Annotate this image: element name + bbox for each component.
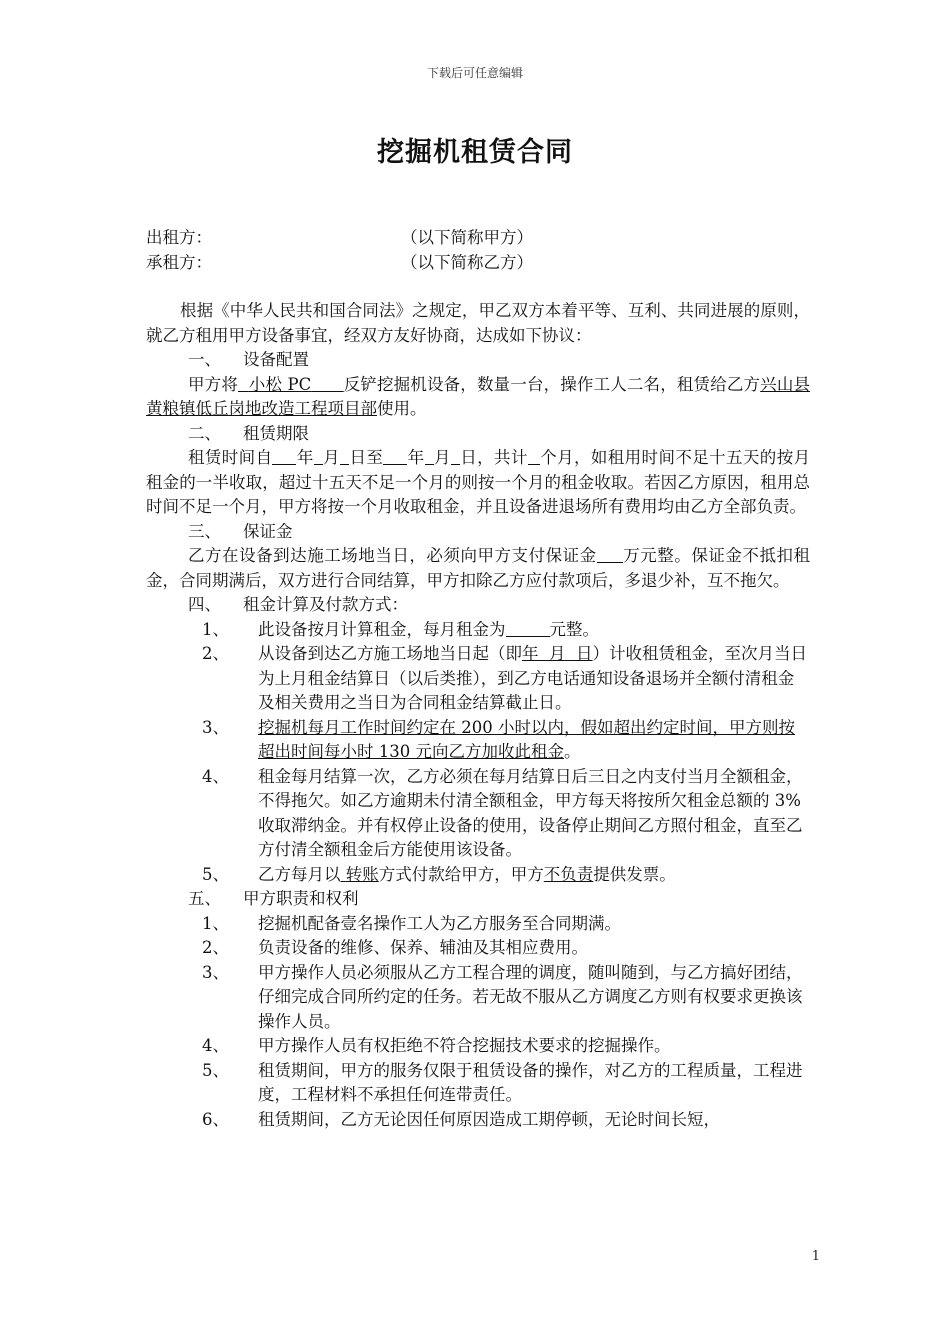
document-title: 挖掘机租赁合同: [377, 137, 573, 168]
blank-field: [272, 447, 296, 465]
text-run: 月: [322, 448, 341, 467]
blank-field: [340, 447, 349, 465]
text-run: 从设备到达乙方施工场地当日起（即: [258, 644, 522, 663]
contract-body: [146, 226, 810, 1132]
list-item: [146, 936, 810, 961]
section-1-paragraph: [146, 373, 810, 422]
list-item: [146, 765, 810, 863]
party-lessor: [146, 226, 810, 251]
item-number: 1、: [202, 913, 229, 933]
page-number: 1: [811, 1249, 820, 1264]
section-title: 保证金: [243, 521, 293, 541]
section-title: 租赁期限: [243, 423, 309, 443]
intro-paragraph: 根据《中华人民共和国合同法》之规定，甲乙双方本着平等、互利、共同进展的原则，就乙方租用甲方设备事宜，经双方友好协商，达成如下协议：: [146, 301, 810, 345]
item-number: 3、: [202, 962, 229, 982]
parties-block: [146, 226, 810, 275]
payment-method-value: 转账: [345, 864, 379, 884]
list-item: [146, 863, 810, 888]
section-number: 三、: [188, 521, 221, 541]
text-run: 甲方操作人员有权拒绝不符合挖掘技术要求的挖掘操作。: [258, 1036, 671, 1055]
party-label: 承租方：: [146, 252, 212, 272]
section-title: 租金计算及付款方式：: [243, 595, 408, 614]
blank-field: [451, 447, 460, 465]
text-run: 提供发票。: [593, 864, 676, 884]
party-note: （以下简称乙方）: [401, 252, 533, 272]
blank-field: [314, 447, 323, 465]
list-item: [146, 642, 810, 716]
item-number: 1、: [202, 619, 229, 639]
section-heading: [146, 593, 810, 618]
text-run: 个月，如租用时间不足十五天的按月租金的一半收取，超过十五天不足一个月的则按一个月的租金收取。若因乙方原因，租用总时间不足一个月，甲方将按一个月收取租金，并且设备进退场所有费用均由乙方全部负责。: [146, 448, 811, 516]
section-number: 一、: [188, 350, 221, 369]
party-lessee: [146, 251, 810, 276]
text-run: ）计收租赁租金，至次月当日为上月租金结算日（以后类推），到乙方电话通知设备退场并全额付清租金及相关费用之当日为合同租金结算截止日。: [258, 644, 807, 712]
item-number: 5、: [202, 1060, 229, 1080]
item-number: 4、: [202, 766, 229, 786]
text-run: 日，共计: [459, 448, 528, 467]
text-run: 租赁期间，甲方的服务仅限于租赁设备的操作，对乙方的工程质量，工程进度，工程材料不承担任何连带责任。: [258, 1060, 803, 1104]
text-run: 负责设备的维修、保养、辅油及其相应费用。: [258, 938, 588, 957]
party-note: （以下简称甲方）: [401, 228, 533, 247]
list-item: [146, 912, 810, 937]
list-item: [146, 618, 810, 643]
blank-field: [528, 447, 540, 465]
text-run: 租赁期间，乙方无论因任何原因造成工期停顿，无论时间长短，: [258, 1109, 720, 1129]
blank-field: [383, 447, 407, 465]
text-run: 反铲挖掘机设备，数量一台，操作工人二名，租赁给乙方: [343, 374, 761, 394]
list-item: [146, 961, 810, 1035]
text-run: 乙方每月以: [258, 864, 341, 884]
project-name: 兴山县黄粮镇低丘岗地改造工程项目部: [146, 374, 810, 418]
section-number: 四、: [188, 595, 221, 614]
list-item: [146, 1059, 810, 1108]
item-number: 4、: [202, 1036, 229, 1055]
blank-field: [597, 545, 623, 563]
text-run: 此设备按月计算租金，每月租金为: [258, 619, 506, 639]
item-number: 3、: [202, 717, 229, 737]
text-run: 日至: [349, 448, 384, 467]
list-item: [146, 1108, 810, 1133]
section-title: 甲方职责和权利: [243, 889, 359, 908]
invoice-responsibility: 不负责: [543, 864, 594, 884]
item-number: 6、: [202, 1109, 229, 1129]
text-run: 挖掘机配备壹名操作工人为乙方服务至合同期满。: [258, 913, 621, 933]
text-run: 万元整。保证金不抵扣租金，合同期满后，双方进行合同结算，甲方扣除乙方应付款项后，多退少补，互不拖欠。: [146, 546, 811, 590]
section-number: 二、: [188, 423, 221, 443]
text-run: 甲方操作人员必须服从乙方工程合理的调度，随叫随到，与乙方搞好团结，仔细完成合同所约定的任务。若无故不服从乙方调度乙方则有权要求更换该操作人员。: [258, 962, 803, 1031]
blank-field: [425, 447, 434, 465]
item-number: 2、: [202, 938, 229, 957]
list-item: [146, 716, 810, 765]
section-2-paragraph: [146, 446, 810, 520]
section-number: 五、: [188, 889, 221, 908]
section-heading: [146, 887, 810, 912]
equipment-model: [238, 375, 344, 394]
text-run: 。: [563, 742, 581, 761]
text-run: 租金每月结算一次，乙方必须在每月结算日后三日之内支付当月全额租金，不得拖欠。如乙方逾期未付清全额租金，甲方每天将按所欠租金总额的 3%收取滞纳金。并有权停止设备的使用，设备停止期间乙方照付租金，直至乙方付清全额租金后方能使用该设备。: [258, 766, 803, 859]
section-3-paragraph: [146, 544, 810, 593]
text-run: 方式付款给甲方，甲方: [378, 864, 544, 884]
working-hours-clause: 挖掘机每月工作时间约定在 200 小时以内，假如超出约定时间，甲方则按超出时间每小时 130 元向乙方加收此租金: [258, 717, 795, 761]
section-heading: [146, 348, 810, 373]
text-run: 元整。: [549, 619, 599, 639]
text-run: 租赁时间自: [188, 448, 273, 467]
payment-method: [341, 865, 379, 884]
section-heading: [146, 520, 810, 545]
text-run: 乙方在设备到达施工场地当日，必须向甲方支付保证金: [188, 546, 597, 565]
item-number: 5、: [202, 864, 229, 884]
list-item: [146, 1034, 810, 1059]
text-run: 年: [407, 448, 425, 467]
section-heading: [146, 422, 810, 447]
party-label: 出租方：: [146, 228, 212, 247]
section-title: 设备配置: [243, 350, 309, 369]
model-value: 小松 PC: [248, 374, 312, 394]
start-date-field: 年 月 日: [522, 644, 593, 663]
page-header: 下载后可任意编辑: [426, 66, 523, 80]
text-run: 使用。: [377, 399, 427, 418]
blank-field: [506, 619, 550, 637]
text-run: 年: [296, 448, 314, 467]
item-number: 2、: [202, 644, 229, 663]
text-run: 甲方将: [188, 374, 238, 394]
text-run: 月: [433, 448, 451, 467]
